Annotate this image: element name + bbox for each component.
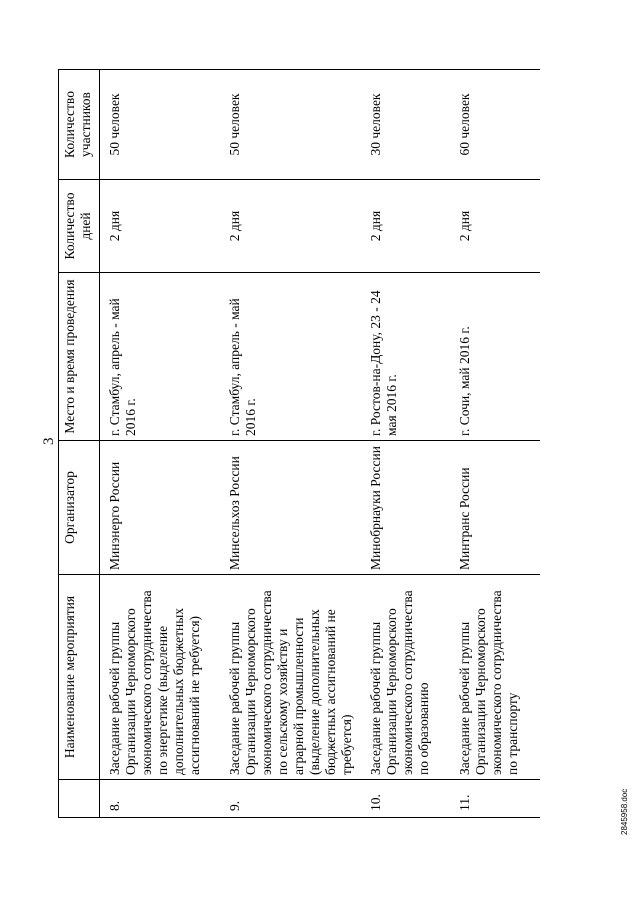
row-number: 8. [100,780,220,818]
table-row [361,70,450,818]
event-participants: 30 человек [361,70,450,180]
event-organizer: Минтранс России [450,441,540,575]
page-number: 3 [41,437,57,445]
event-name: Заседание рабочей группы Организации Черноморского экономического сотрудничества по энергетике (выделение дополнительных бюджетных ассигнований не требуется) [100,575,220,780]
header-name: Наименование мероприятия [59,575,100,780]
event-name: Заседание рабочей группы Организации Черноморского экономического сотрудничества по сельскому хозяйству и аграрной промышленности (выделение дополнительных бюджетных ассигнований не требуется) [220,575,361,780]
header-num [59,780,100,818]
event-days: 2 дня [450,180,540,273]
document-code: 2845958.doc [620,788,629,835]
event-name: Заседание рабочей группы Организации Черноморского экономического сотрудничества по транспорту [450,575,540,780]
event-place-time: г. Стамбул, апрель - май 2016 г. [100,273,220,441]
events-table [58,69,540,818]
event-participants: 50 человек [220,70,361,180]
event-name: Заседание рабочей группы Организации Черноморского экономического сотрудничества по образованию [361,575,450,780]
event-days: 2 дня [361,180,450,273]
event-organizer: Минсельхоз России [220,441,361,575]
event-participants: 60 человек [450,70,540,180]
event-place-time: г. Сочи, май 2016 г. [450,273,540,441]
event-organizer: Минобрнауки России [361,441,450,575]
event-days: 2 дня [220,180,361,273]
event-place-time: г. Стамбул, апрель - май 2016 г. [220,273,361,441]
header-participants: Количество участников [59,70,100,180]
row-number: 10. [361,780,450,818]
event-place-time: г. Ростов-на-Дону, 23 - 24 мая 2016 г. [361,273,450,441]
header-days: Количество дней [59,180,100,273]
row-number: 9. [220,780,361,818]
table-row [220,70,361,818]
header-place-time: Место и время проведения [59,273,100,441]
table-header-row [59,70,100,818]
row-number: 11. [450,780,540,818]
event-participants: 50 человек [100,70,220,180]
header-organizer: Организатор [59,441,100,575]
table-row [100,70,220,818]
table-row [450,70,540,818]
event-days: 2 дня [100,180,220,273]
event-organizer: Минэнерго России [100,441,220,575]
